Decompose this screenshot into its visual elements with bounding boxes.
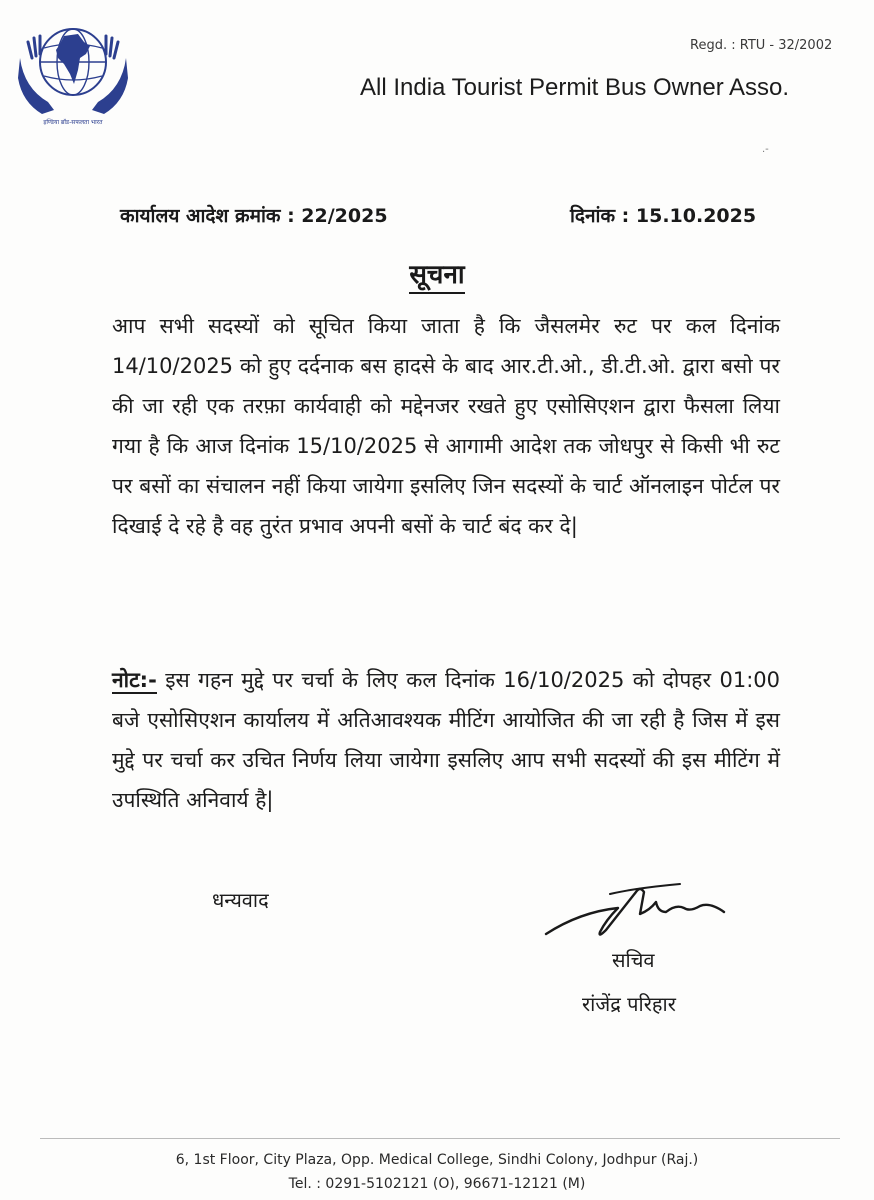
registration-number: Regd. : RTU - 32/2002: [690, 38, 833, 53]
signatory-title: सचिव: [612, 948, 655, 972]
thanks-text: धन्यवाद: [212, 888, 269, 912]
office-order-number: कार्यालय आदेश क्रमांक : 22/2025: [120, 205, 388, 227]
association-name: All India Tourist Permit Bus Owner Asso.: [360, 74, 790, 101]
footer-divider: [40, 1138, 840, 1139]
signature-icon: [540, 872, 750, 952]
notice-body: आप सभी सदस्यों को सूचित किया जाता है कि जैसलमेर रुट पर कल दिनांक 14/10/2025 को हुए दर्दनाक बस हादसे के बाद आर.टी.ओ., डी.टी.ओ. द्वारा बसो पर की जा रही एक तरफ़ा कार्यवाही को मद्देनजर रखते हुए एसोसिएशन द्वारा फैसला लिया गया है कि आज दिनांक 15/10/2025 से आगामी आदेश तक जोधपुर से किसी भी रुट पर बसों का संचालन नहीं किया जायेगा इसलिए जिन सदस्यों के चार्ट ऑनलाइन पोर्टल पर दिखाई दे रहे है वह तुरंत प्रभाव अपनी बसों के चार्ट बंद कर दे|: [112, 314, 780, 538]
footer-phone: Tel. : 0291-5102121 (O), 96671-12121 (M): [288, 1176, 586, 1192]
logo-caption: इण्डिया ब्रॉड-सफलता भारत: [43, 119, 103, 126]
scan-mark: .-: [762, 144, 769, 155]
notice-title-text: सूचना: [409, 260, 464, 294]
footer-address: 6, 1st Floor, City Plaza, Opp. Medical College, Sindhi Colony, Jodhpur (Raj.): [175, 1152, 699, 1168]
note-label: नोट:-: [112, 668, 157, 692]
office-order-date: दिनांक : 15.10.2025: [570, 205, 757, 227]
note-body: इस गहन मुद्दे पर चर्चा के लिए कल दिनांक 16/10/2025 को दोपहर 01:00 बजे एसोसिएशन कार्यालय में अतिआवश्यक मीटिंग आयोजित की जा रही है जिस में इस मुद्दे पर चर्चा कर उचित निर्णय लिया जायेगा इसलिए आप सभी सदस्यों की इस मीटिंग में उपस्थिति अनिवार्य है|: [112, 668, 780, 812]
signatory-name: रांजेंद्र परिहार: [582, 992, 676, 1016]
association-logo: [14, 18, 132, 130]
globe-hands-logo-icon: [14, 18, 132, 118]
notice-note: [112, 660, 780, 820]
notice-title: [0, 255, 874, 291]
handwritten-signature: [540, 872, 750, 952]
